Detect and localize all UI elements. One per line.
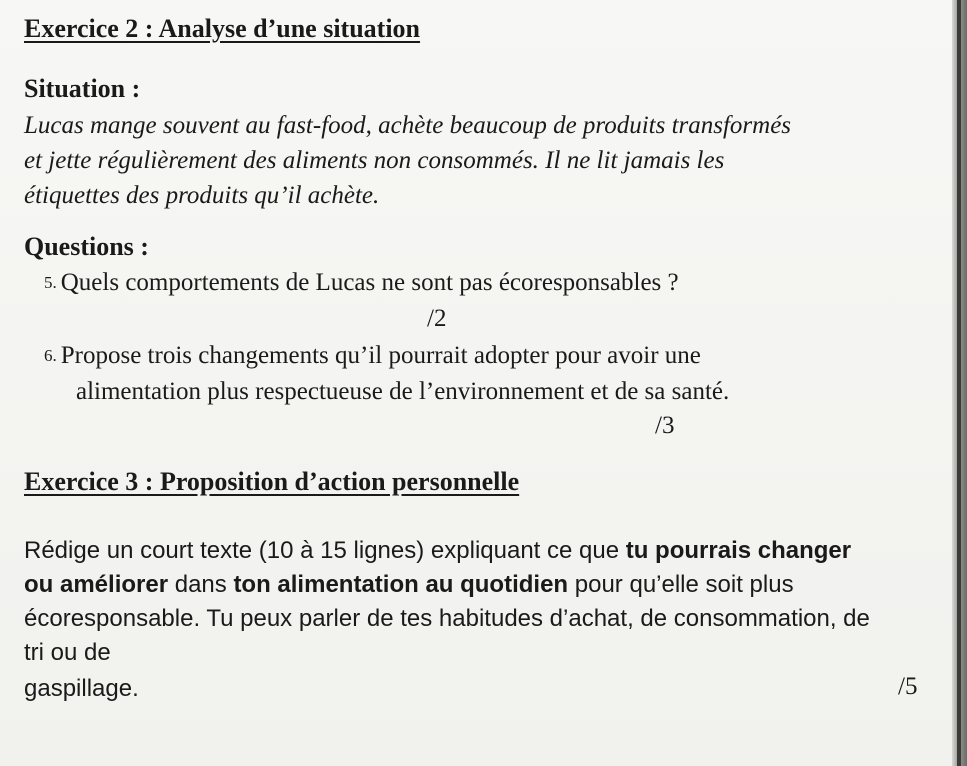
exercise-3-line-2-text-a: dans	[168, 571, 234, 598]
exercise-3-line-2-bold-a: ou améliorer	[24, 571, 169, 598]
question-5-mark: /2	[427, 305, 447, 332]
exercise-3-mark: /5	[898, 673, 918, 700]
exercise-2-title: Exercice 2 : Analyse d’une situation	[24, 14, 421, 43]
exercise-3-line-1	[24, 537, 851, 565]
page-edge-shadow	[952, 0, 967, 766]
exercise-3-title: Exercice 3 : Proposition d’action personnelle	[24, 467, 520, 496]
question-5-text: Quels comportements de Lucas ne sont pas écoresponsables ?	[60, 269, 679, 296]
question-5	[44, 269, 679, 297]
question-6-number: 6.	[44, 346, 57, 365]
question-6-line-2: alimentation plus respectueuse de l’environnement et de sa santé.	[76, 378, 730, 405]
exercise-3-line-2-bold-b: ton alimentation au quotidien	[233, 571, 569, 598]
exercise-3-line-1-bold: tu pourrais changer	[625, 537, 852, 564]
question-6-mark: /3	[655, 412, 675, 439]
exercise-3-line-3: écoresponsable. Tu peux parler de tes habitudes d’achat, de consommation, de	[24, 605, 870, 632]
questions-label: Questions :	[24, 232, 149, 261]
exercise-3-line-5: gaspillage.	[24, 675, 139, 702]
situation-label: Situation :	[24, 74, 141, 103]
exercise-3-line-2	[24, 571, 794, 599]
question-6	[44, 342, 701, 370]
exercise-3-line-1-text: Rédige un court texte (10 à 15 lignes) expliquant ce que	[24, 537, 626, 564]
question-5-number: 5.	[44, 273, 57, 292]
exercise-3-line-4: tri ou de	[24, 639, 111, 666]
question-6-line-1: Propose trois changements qu’il pourrait adopter pour avoir une	[60, 342, 701, 369]
situation-line-3: étiquettes des produits qu’il achète.	[24, 182, 380, 209]
situation-line-1: Lucas mange souvent au fast-food, achète beaucoup de produits transformés	[24, 112, 792, 139]
exercise-3-line-2-text-b: pour qu’elle soit plus	[568, 571, 794, 598]
situation-line-2: et jette régulièrement des aliments non consommés. Il ne lit jamais les	[24, 147, 725, 174]
